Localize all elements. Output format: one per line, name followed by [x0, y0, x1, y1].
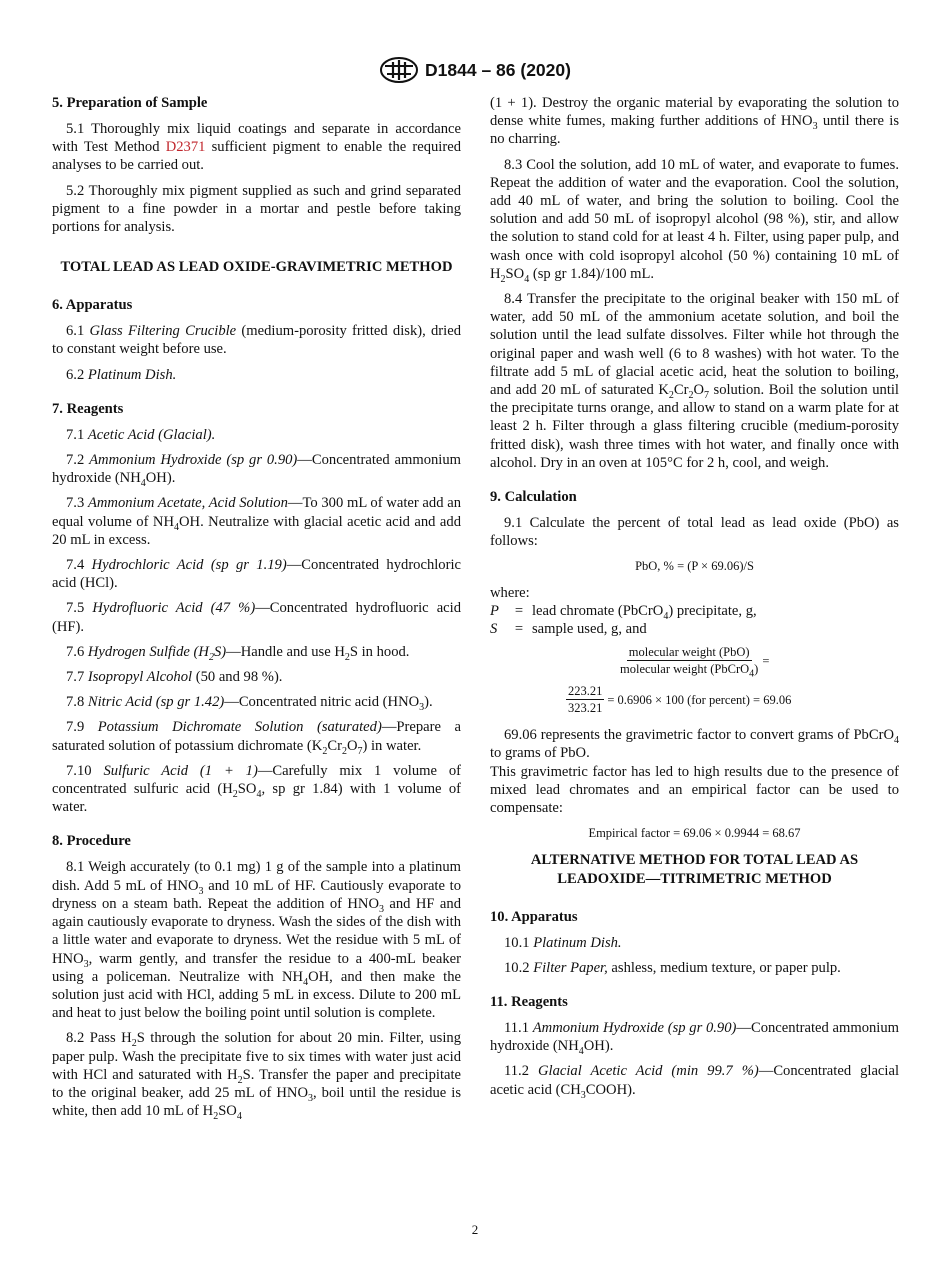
- para-6-2: 6.2 Platinum Dish.: [66, 366, 177, 383]
- para-7-3: 7.3 Ammonium Acetate, Acid Solution—To 300 mL of water add an equal volume of $NH_4OH$. Neutralize with glacial acetic acid and add 20 mL in excess.: [52, 495, 462, 548]
- left-column: [52, 94, 461, 1127]
- para-7-4: 7.4 Hydrochloric Acid (sp gr 1.19)—Concentrated hydrochloric acid (HCl).: [52, 557, 461, 592]
- para-10-2: 10.2 Filter Paper, ashless, medium texture, or paper pulp.: [504, 959, 841, 976]
- section-10-title: 10. Apparatus: [490, 908, 578, 925]
- para-7-1: 7.1 Acetic Acid (Glacial).: [66, 426, 216, 443]
- para-7-2: 7.2 Ammonium Hydroxide (sp gr 0.90)—Concentrated ammonium hydroxide $(NH_4OH)$.: [52, 452, 462, 490]
- section-9-title: 9. Calculation: [490, 489, 577, 506]
- where-s-row: S = sample used, g, and: [490, 621, 647, 638]
- section-7-title: 7. Reagents: [52, 400, 124, 417]
- section-5-title: 5. Preparation of Sample: [52, 95, 208, 111]
- para-9-1: 9.1 Calculate the percent of total lead as lead oxide (PbO) as follows:: [490, 515, 899, 550]
- para-8-2-continued: (1 + 1). Destroy the organic material by evaporating the solution to dense white fumes, making further additions of $HNO_3$ until there is no charring.: [490, 95, 900, 148]
- para-8-2: 8.2 Pass $H_2S$ through the solution for about 20 min. Filter, using paper pulp. Wash the precipitate five to six times with water just acid with HCl and saturated with $H_2S$. Transfer the paper and precipitate to the original beaker, add 25 mL of $HNO_3$, boil until the residue is white, then add 10 mL of $H_2SO_4$: [52, 1030, 462, 1123]
- page-number: 2: [471, 1222, 479, 1237]
- para-5-2: 5.2 Thoroughly mix pigment supplied as such and grind separated pigment to a fine powder in a mortar and pestle before taking portions for analysis.: [52, 182, 461, 236]
- para-10-1: 10.1 Platinum Dish.: [504, 934, 622, 951]
- para-high-results: This gravimetric factor has led to high results due to the presence of mixed lead chromates and an empirical factor can be used to compensate:: [490, 763, 899, 817]
- document-designation: D1844 – 86 (2020): [425, 59, 571, 80]
- para-11-2: 11.2 Glacial Acetic Acid (min 99.7 %)—Concentrated glacial acetic acid $(CH_3COOH)$.: [490, 1063, 899, 1101]
- para-8-1: 8.1 Weigh accurately (to 0.1 mg) 1 g of the sample into a platinum dish. Add 5 mL of $HNO_3$ and 10 mL of HF. Cautiously evaporate to dryness on a steam bath. Repeat the addition of $HNO_3$ and HF and again cautiously evaporate to dryness. Wash the sides of the dish with a little water and evaporate to dryness. Wet the residue with 5 mL of $HNO_3$, warm gently, and transfer the residue to a 400-mL beaker using a policeman. Neutralize with $NH_4OH$, and then make the solution just acid with HCl, adding 5 mL in excess. Dilute to 200 mL and heat to just below the boiling point until solution is complete.: [52, 859, 461, 1022]
- astm-logo-icon: [379, 57, 419, 83]
- para-6-1: 6.1 Glass Filtering Crucible (medium-porosity fritted disk), dried to constant weight before use.: [52, 323, 461, 358]
- para-factor: 69.06 represents the gravimetric factor to convert grams of PbCrO$_4$ to grams of PbO.: [490, 727, 899, 762]
- para-7-8: 7.8 Nitric Acid (sp gr 1.42)—Concentrated nitric acid $(HNO_3)$.: [66, 694, 433, 714]
- d2371-link[interactable]: D2371: [165, 139, 206, 156]
- para-5-1: 5.1 Thoroughly mix liquid coatings and separate in accordance with Test Method D2371 sufficient pigment to enable the required analyses to be carried out.: [52, 121, 461, 174]
- molecular-weight-fraction: $\frac{\text{molecular weight (PbO)}}{molecular weight (PbCrO_4)}$ =: [620, 645, 770, 680]
- para-7-7: 7.7 Isopropyl Alcohol (50 and 98 %).: [66, 669, 283, 686]
- formula-empirical-factor: Empirical factor = 69.06 × 0.9944 = 68.67: [588, 826, 801, 841]
- page-header: [0, 56, 950, 84]
- where-p-row: P = lead chromate (PbCrO$_4$) precipitate, g,: [490, 602, 757, 622]
- para-8-3: 8.3 Cool the solution, add 10 mL of water, and evaporate to fumes. Repeat the addition of water and the evaporation. Cool the solution, add 40 mL of water, and bring the solution to boiling. Cool the solution and add 50 mL of isopropyl alcohol (98 %), stir, and allow the solution to stand cold for at least 4 h. Filter, using paper pulp, and wash once with cold isopropyl alcohol (50 %) containing 10 mL of $H_2SO_4$ (sp gr 1.84)/100 mL.: [490, 156, 899, 285]
- section-11-title: 11. Reagents: [490, 993, 568, 1010]
- para-11-1: 11.1 Ammonium Hydroxide (sp gr 0.90)—Concentrated ammonium hydroxide $(NH_4OH)$.: [490, 1019, 899, 1058]
- para-7-5: 7.5 Hydrofluoric Acid (47 %)—Concentrated hydrofluoric acid (HF).: [52, 600, 461, 635]
- where-label: where:: [490, 584, 530, 601]
- method-heading: TOTAL LEAD AS LEAD OXIDE-GRAVIMETRIC METHOD: [60, 259, 453, 276]
- section-6-title: 6. Apparatus: [52, 297, 133, 314]
- para-7-6: 7.6 Hydrogen Sulfide $(H_2S)—Handle$ and use $H_2S$ in hood.: [66, 643, 410, 663]
- section-8-title: 8. Procedure: [52, 833, 131, 850]
- para-8-4: 8.4 Transfer the precipitate to the original beaker with 150 mL of water, add 50 mL of the ammonium acetate solution, and boil the solution until the lead sulfate dissolves. Filter while hot through the original paper and wash well (6 to 8 washes) with hot water. To the filtrate add 5 mL of glacial acetic acid, heat the solution to boiling, and add 20 mL of saturated $K_2Cr_2O_7$ solution. Boil the solution until the precipitate turns orange, and allow to stand on a warm plate for at least 2 h. Filter through a glass filtering crucible (medium-porosity fritted disk), wash three times with hot water, and finally once with alcohol. Dry in an oven at 105°C for 2 h, cool, and weigh.: [490, 291, 899, 471]
- alt-method-heading: ALTERNATIVE METHOD FOR TOTAL LEAD AS LEADOXIDE—TITRIMETRIC METHOD: [530, 851, 859, 887]
- right-column: [490, 94, 899, 1106]
- gravimetric-factor-fraction: $\frac{223.21}{323.21}$ = 0.6906 × 100 (for percent) = 69.06: [568, 684, 792, 716]
- para-7-10: 7.10 Sulfuric Acid (1 + 1)—Carefully mix 1 volume of concentrated sulfuric acid ($H_2SO_4$, sp gr 1.84) with 1 volume of water.: [52, 762, 462, 816]
- formula-pbo-percent: PbO, % = (P × 69.06)/S: [635, 559, 754, 574]
- para-7-9: 7.9 Potassium Dichromate Solution (saturated)—Prepare a saturated solution of potassium dichromate $(K_2Cr_2O_7)$ in water.: [52, 719, 461, 757]
